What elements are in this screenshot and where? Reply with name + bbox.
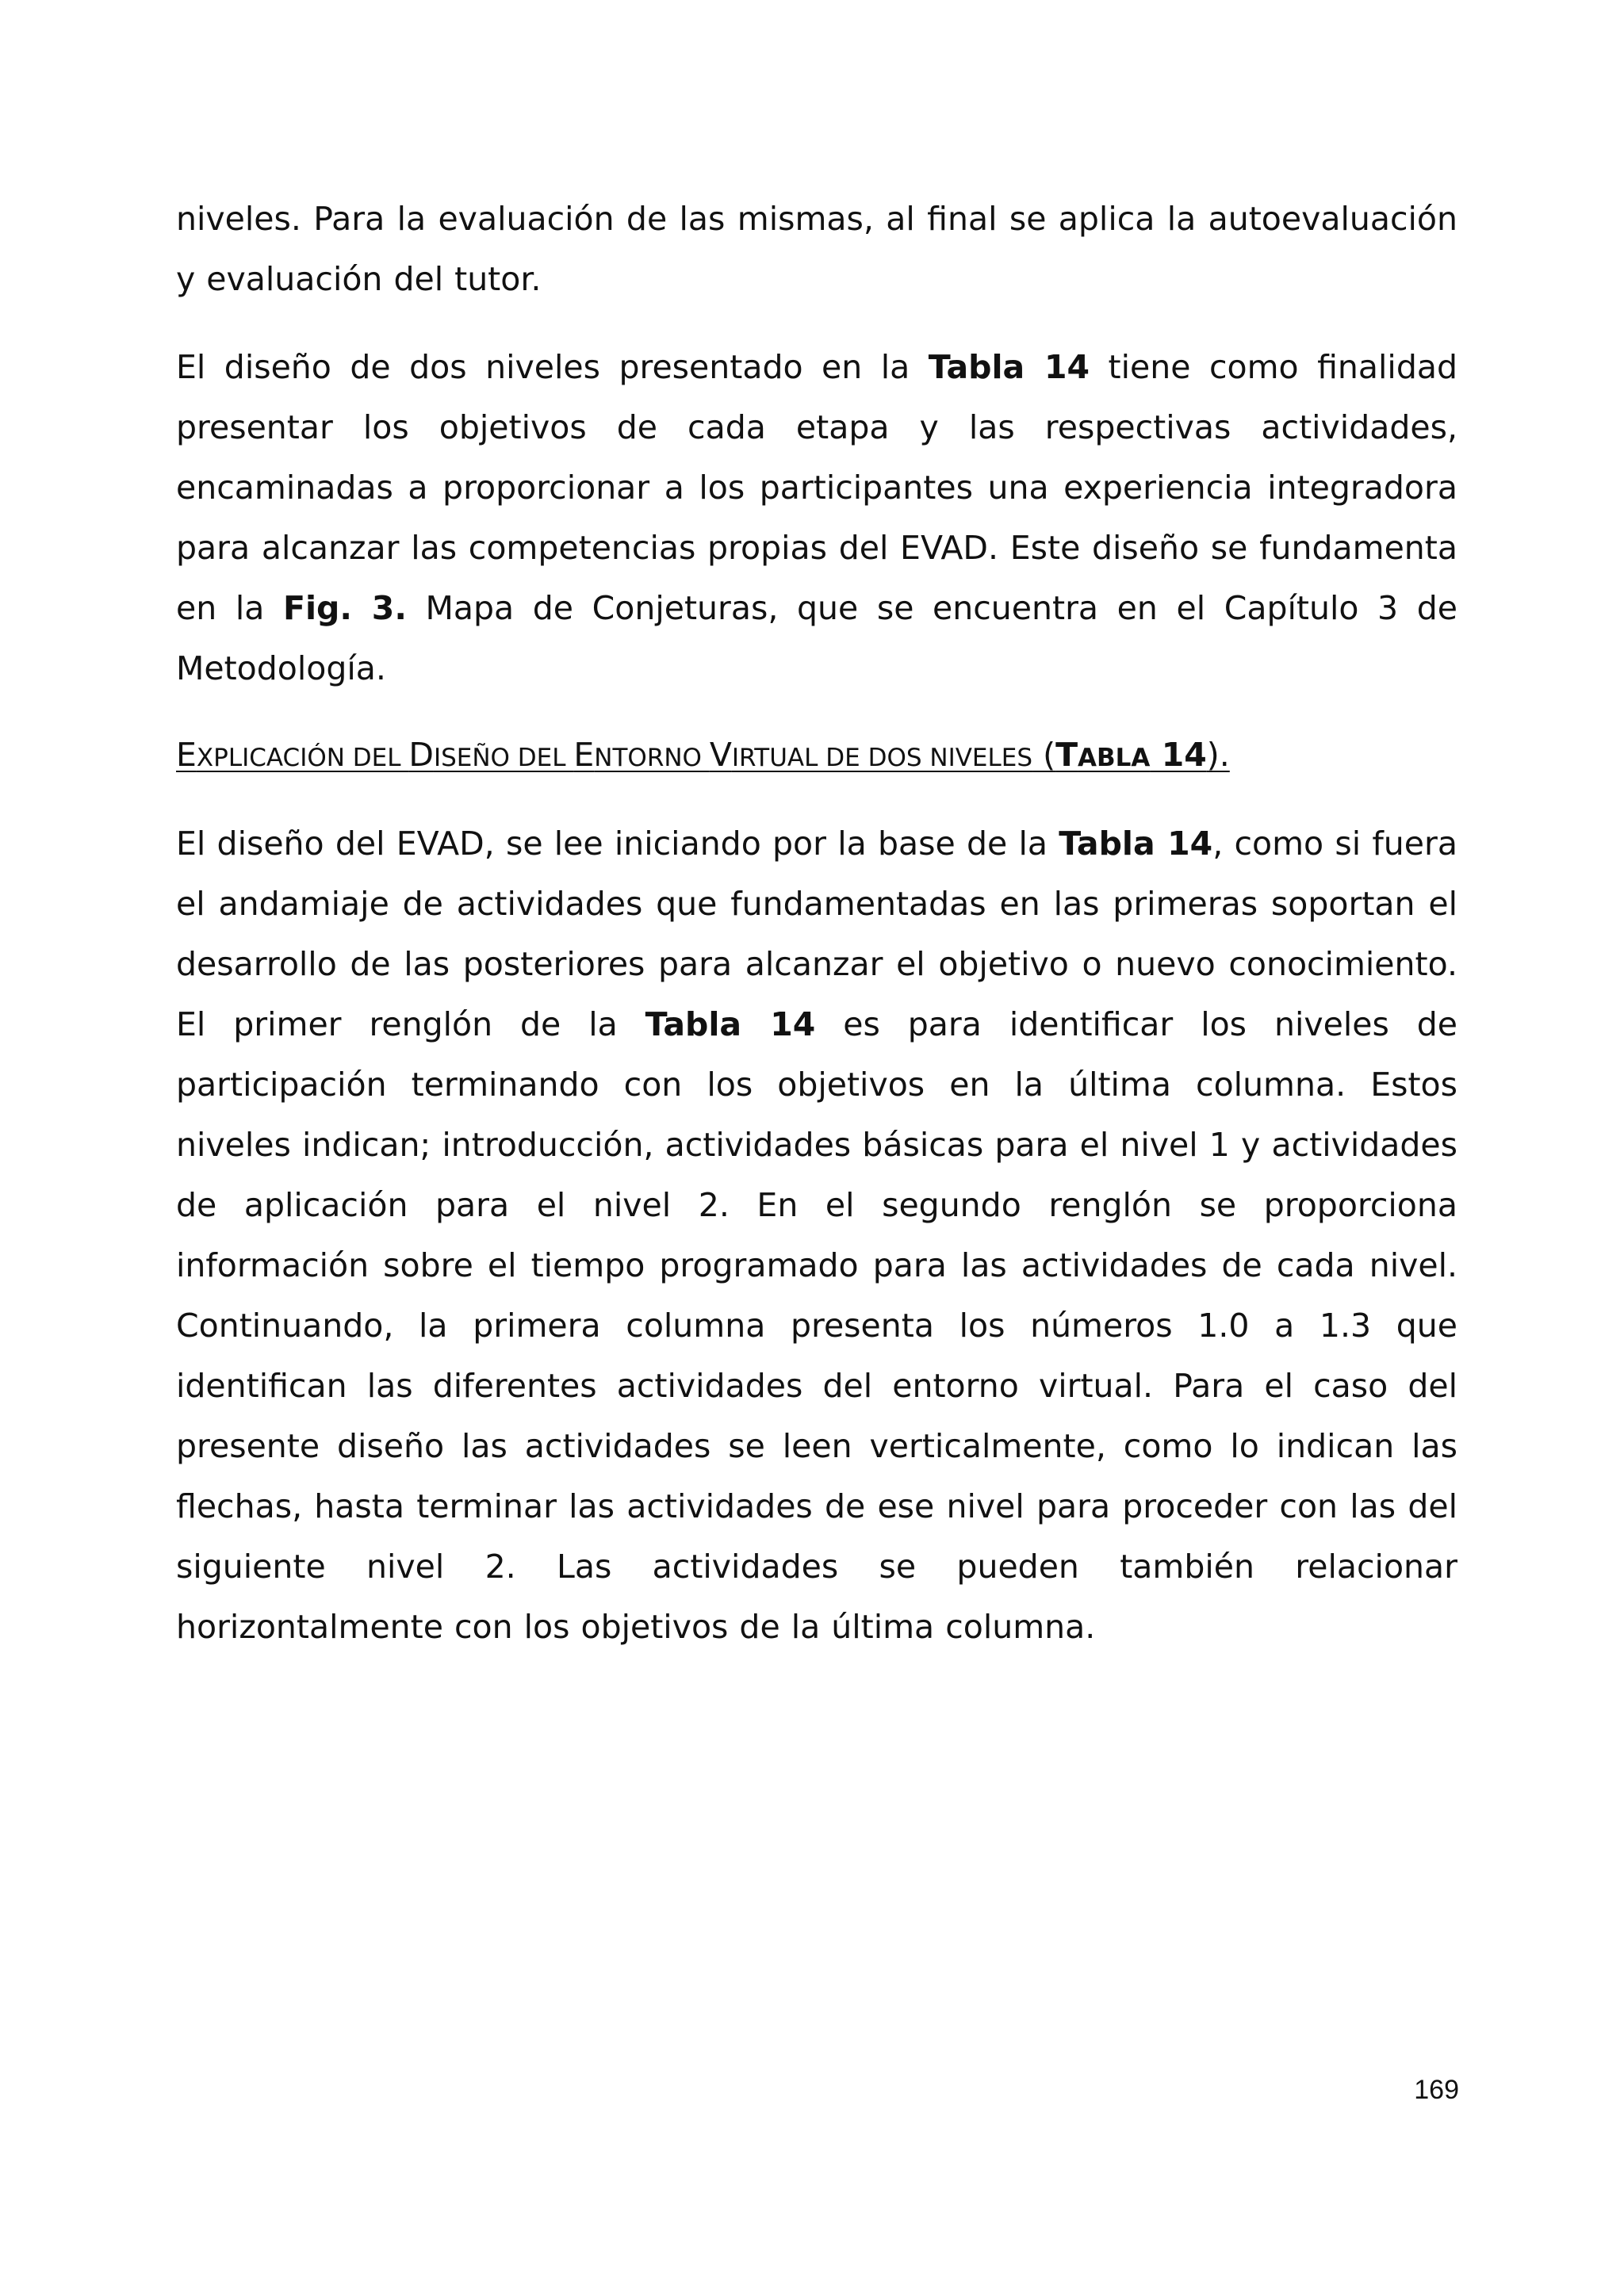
heading-part: IRTUAL DE DOS NIVELES [731,744,1033,772]
heading-part: E [176,736,197,774]
heading-part: ). [1206,736,1230,774]
paragraph-evad-text-2: , como si fuera el andamiaje de actividades que fundamentadas en las primeras soportan el desarrollo de las posteriores para alcanzar el objetivo o nuevo conocimiento. El primer renglón de la [176,825,1457,1043]
paragraph-evad-text-3: es para identificar los niveles de participación terminando con los objetivos en la última columna. Estos niveles indican; introducción, actividades básicas para el nivel 1 y actividades de aplicación para el nivel 2. En el segundo renglón se proporciona información sobre el tiempo programado para las actividades de cada nivel. Continuando, la primera columna presenta los números 1.0 a 1.3 que identifican las diferentes actividades del entorno virtual. Para el caso del presente diseño las actividades se leen verticalmente, como lo indican las flechas, hasta terminar las actividades de ese nivel para proceder con las del siguiente nivel 2. Las actividades se pueden también relacionar horizontalmente con los objetivos de la última columna. [176,1005,1458,1646]
figure-reference: Fig. 3. [282,589,407,627]
paragraph-evaluation [176,189,1457,309]
paragraph-design-text-2: tiene como finalidad presentar los objetivos de cada etapa y las respectivas actividades, encaminadas a proporcionar a los participantes una experiencia integradora para alcanzar las competencias propias del EVAD. Este diseño se fundamenta en la [176,348,1457,627]
heading-part: D [408,736,434,774]
paragraph-evad-text-1: El diseño del EVAD, se lee iniciando por la base de la [176,825,1059,863]
heading-part: 14 [1150,736,1207,774]
heading-part: XPLICACIÓN DEL [196,744,409,772]
heading-part: V [709,736,732,774]
heading-part: NTORNO [594,744,710,772]
table-reference: Tabla 14 [928,348,1090,386]
paragraph-design-description [176,337,1457,698]
page-number: 169 [1414,2075,1459,2105]
heading-part: ( [1032,736,1056,774]
heading-part: ISEÑO DEL [433,744,574,772]
table-reference: Tabla 14 [1059,825,1213,863]
paragraph-design-text-3: Mapa de Conjeturas, que se encuentra en el Capítulo 3 de Metodología. [176,589,1457,687]
heading-part: E [573,736,595,774]
paragraph-evad-explanation [176,813,1457,1657]
heading-part: ABLA [1078,744,1151,772]
section-heading [176,725,1457,788]
paragraph-design-text-1: El diseño de dos niveles presentado en la [176,348,929,386]
paragraph-evaluation-text: niveles. Para la evaluación de las mismas, al final se aplica la autoevaluación y evaluación del tutor. [176,200,1457,298]
heading-part: T [1055,736,1078,774]
table-reference: Tabla 14 [645,1005,816,1043]
